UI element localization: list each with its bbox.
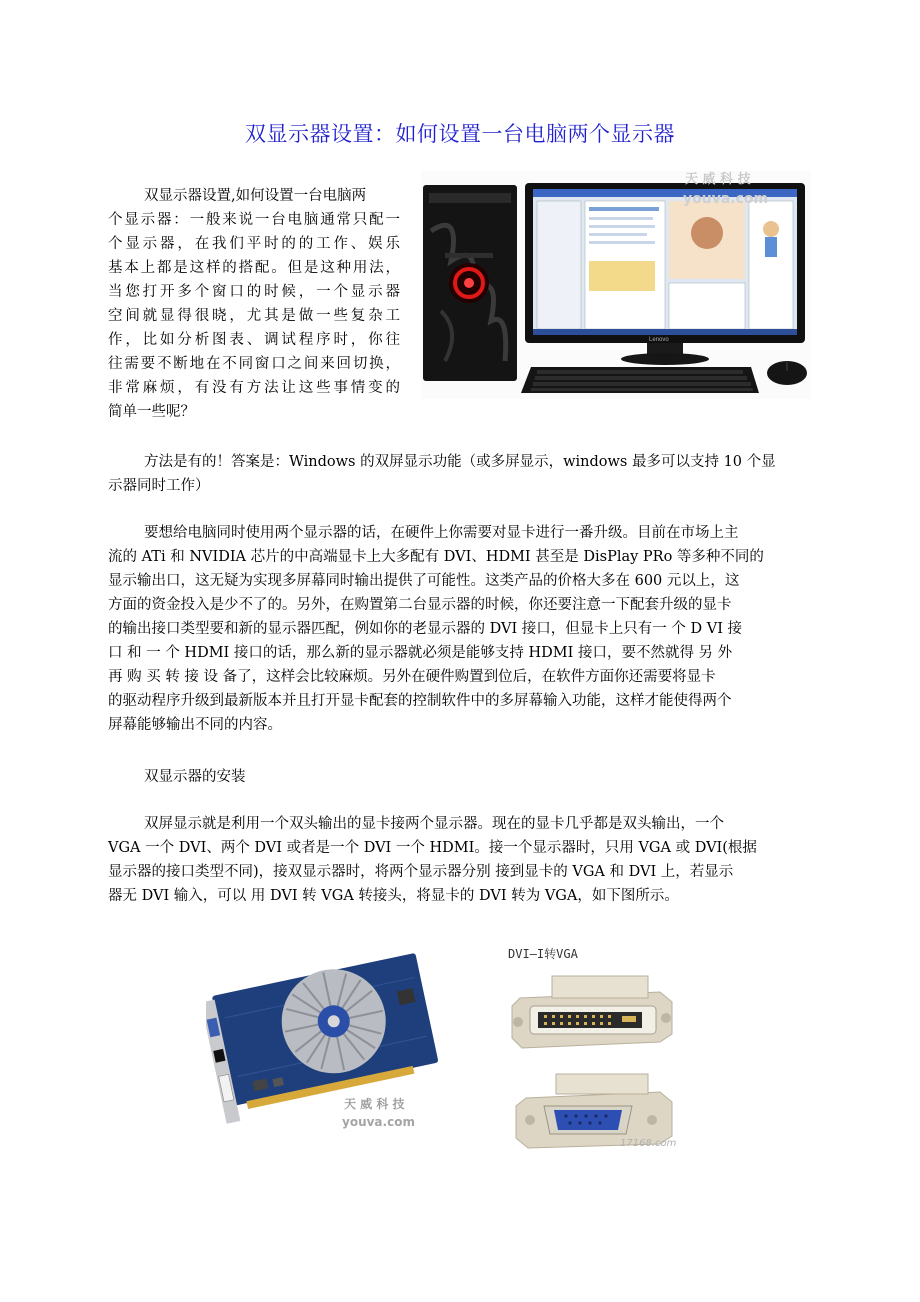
hardware-line: 的输出接口类型要和新的显示器匹配，例如你的老显示器的 DVI 接口，但显卡上只有一 个 D VI 接 xyxy=(108,621,743,637)
install-line: VGA 一个 DVI、两个 DVI 或者是一个 DVI 一个 HDMI。接一个显示器时，只用 VGA 或 DVI(根据 xyxy=(108,840,757,856)
adapter-watermark: 17168.com xyxy=(620,1138,677,1149)
answer-line: 示器同时工作） xyxy=(108,478,210,494)
intro-line: 简单一些呢？ xyxy=(108,404,195,420)
adapter-photo xyxy=(500,940,690,1152)
section-heading-text: 双显示器的安装 xyxy=(144,769,246,785)
hardware-line: 方面的资金投入是少不了的。另外，在购置第二台显示器的时候，你还要注意一下配套升级的显卡 xyxy=(108,597,732,613)
hardware-line: 口 和 一 个 HDMI 接口的话，那么新的显示器就必须是能够支持 HDMI 接口，要不然就得 另 外 xyxy=(108,645,733,661)
graphics-card-photo xyxy=(206,938,440,1148)
hardware-line: 再 购 买 转 接 设 备了，这样会比较麻烦。另外在硬件购置到位后，在软件方面你还需要将显卡 xyxy=(108,669,716,685)
install-line: 显示器的接口类型不同)，接双显示器时，将两个显示器分别 接到显卡的 VGA 和 DVI 上，若显示 xyxy=(108,864,734,880)
section-heading xyxy=(144,765,246,789)
intro-line: 基本上都是这样的搭配。但是这种用法， xyxy=(108,260,400,276)
hardware-line: 显示输出口，这无疑为实现多屏幕同时输出提供了可能性。这类产品的价格大多在 600 元以上，这 xyxy=(108,573,740,589)
intro-line: 当您打开多个窗口的时候，一个显示器 xyxy=(108,284,400,300)
hardware-line: 屏幕能够输出不同的内容。 xyxy=(108,717,282,733)
graphics-card-illustration xyxy=(206,938,440,1148)
intro-line: 双显示器设置,如何设置一台电脑两 xyxy=(144,188,367,204)
computer-photo xyxy=(421,171,811,399)
card-watermark-en: youva.com xyxy=(342,1115,415,1129)
adapter-label: DVI—I转VGA xyxy=(508,947,578,961)
intro-line: 往需要不断地在不同窗口之间来回切换， xyxy=(108,356,400,372)
intro-line: 作，比如分析图表、调试程序时，你往 xyxy=(108,332,400,348)
adapter-illustration xyxy=(500,940,690,1152)
intro-line: 空间就显得很晓，尤其是做一些复杂工 xyxy=(108,308,400,324)
intro-line: 非常麻烦，有没有方法让这些事情变的 xyxy=(108,380,400,396)
card-watermark-cn: 天 威 科 技 xyxy=(344,1097,405,1111)
watermark-cn: 天 威 科 技 xyxy=(685,172,751,187)
page-title: 双显示器设置：如何设置一台电脑两个显示器 xyxy=(245,122,675,146)
intro-paragraph xyxy=(108,184,400,424)
computer-illustration xyxy=(421,171,811,399)
hardware-line: 要想给电脑同时使用两个显示器的话，在硬件上你需要对显卡进行一番升级。目前在市场上主 xyxy=(144,525,739,541)
answer-paragraph xyxy=(108,450,811,498)
intro-line: 个显示器：一般来说一台电脑通常只配一 xyxy=(108,212,400,228)
install-line: 器无 DVI 输入，可以 用 DVI 转 VGA 转接头，将显卡的 DVI 转为 VGA，如下图所示。 xyxy=(108,888,679,904)
install-line: 双屏显示就是利用一个双头输出的显卡接两个显示器。现在的显卡几乎都是双头输出，一个 xyxy=(144,816,724,832)
install-paragraph xyxy=(108,812,811,908)
hardware-line: 的驱动程序升级到最新版本并且打开显卡配套的控制软件中的多屏幕输入功能，这样才能使得两个 xyxy=(108,693,732,709)
answer-line: 方法是有的！答案是：Windows 的双屏显示功能（或多屏显示，windows 最多可以支持 10 个显 xyxy=(144,454,776,470)
hardware-line: 流的 ATi 和 NVIDIA 芯片的中高端显卡上大多配有 DVI、HDMI 甚至是 DisPlay PRo 等多种不同的 xyxy=(108,549,764,565)
intro-line: 个显示器，在我们平时的的工作、娱乐 xyxy=(108,236,400,252)
watermark-en: youva.com xyxy=(683,191,769,207)
hardware-paragraph xyxy=(108,521,811,737)
monitor-brand: Lenovo xyxy=(649,337,669,343)
